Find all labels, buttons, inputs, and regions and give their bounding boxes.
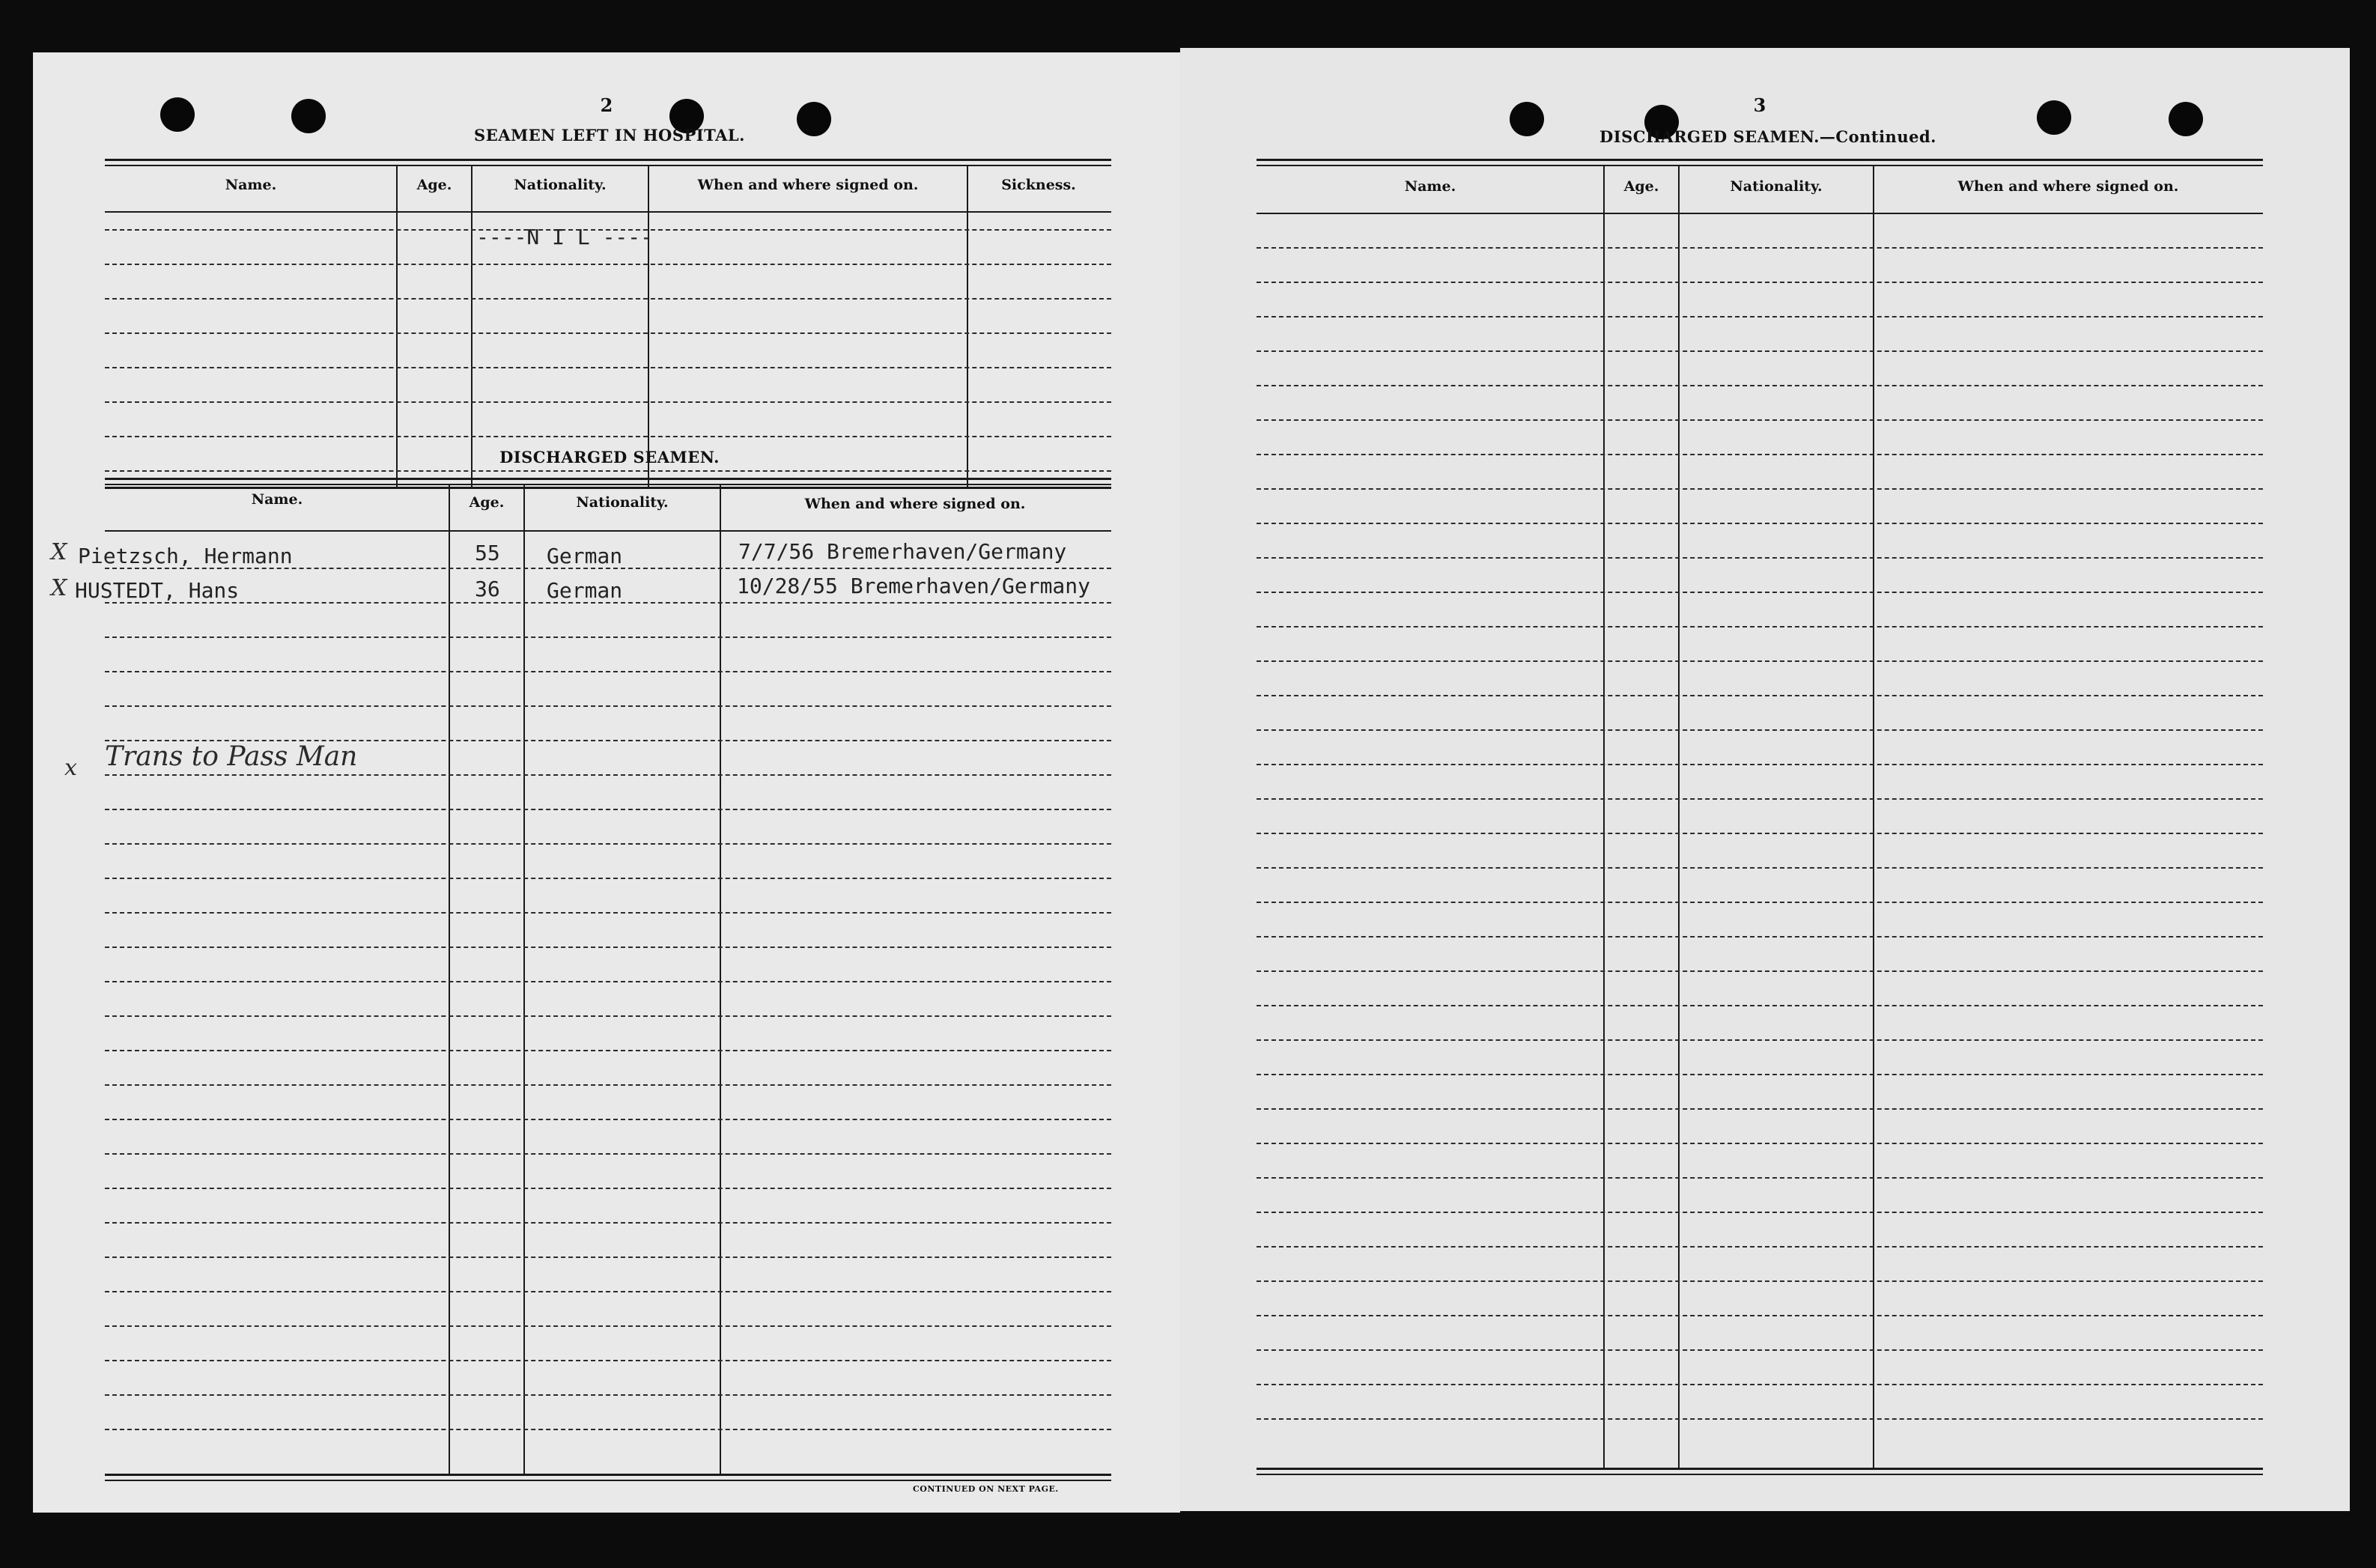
column-header-nationality: Nationality.	[514, 177, 607, 193]
punch-hole	[1510, 102, 1544, 136]
seaman-age: 36	[475, 577, 500, 601]
column-header-age: Age.	[1623, 178, 1659, 195]
punch-hole	[797, 102, 831, 136]
seaman-age: 55	[475, 541, 500, 565]
right-page	[1180, 48, 2350, 1511]
seaman-name: Pietzsch, Hermann	[78, 544, 293, 568]
column-header-age: Age.	[469, 494, 505, 511]
seaman-nationality: German	[547, 578, 623, 603]
column-header-name: Name.	[225, 177, 277, 193]
discharged-heading: DISCHARGED SEAMEN.	[499, 448, 720, 467]
column-header-nationality: Nationality.	[576, 494, 669, 511]
discharged-continued-heading: DISCHARGED SEAMEN.—Continued.	[1599, 127, 1936, 146]
punch-hole	[2037, 100, 2071, 135]
column-header-signed-on: When and where signed on.	[804, 496, 1026, 512]
seaman-signed-on: 7/7/56 Bremerhaven/Germany	[738, 539, 1067, 564]
check-mark: X	[51, 539, 67, 565]
column-header-sickness: Sickness.	[1001, 177, 1076, 193]
hospital-nil-entry: ----N I L ----	[476, 225, 654, 249]
column-header-signed-on: When and where signed on.	[697, 177, 919, 193]
column-header-name: Name.	[251, 491, 303, 508]
column-header-signed-on: When and where signed on.	[1957, 178, 2179, 195]
punch-hole	[160, 97, 195, 132]
column-header-name: Name.	[1404, 178, 1456, 195]
page-number: 3	[1753, 94, 1766, 116]
seaman-nationality: German	[547, 544, 623, 568]
hospital-heading: SEAMEN LEFT IN HOSPITAL.	[474, 126, 745, 145]
column-header-age: Age.	[416, 177, 452, 193]
page-number: 2	[600, 94, 613, 116]
punch-hole	[2169, 102, 2203, 136]
handwritten-mark: x	[64, 755, 77, 781]
continued-note: CONTINUED ON NEXT PAGE.	[913, 1484, 1059, 1494]
column-header-nationality: Nationality.	[1730, 178, 1823, 195]
seaman-signed-on: 10/28/55 Bremerhaven/Germany	[737, 574, 1091, 598]
seaman-name: HUSTEDT, Hans	[75, 578, 240, 603]
left-page	[33, 52, 1180, 1513]
handwritten-note: Trans to Pass Man	[105, 741, 358, 772]
punch-hole	[291, 99, 326, 133]
check-mark: X	[51, 575, 67, 601]
